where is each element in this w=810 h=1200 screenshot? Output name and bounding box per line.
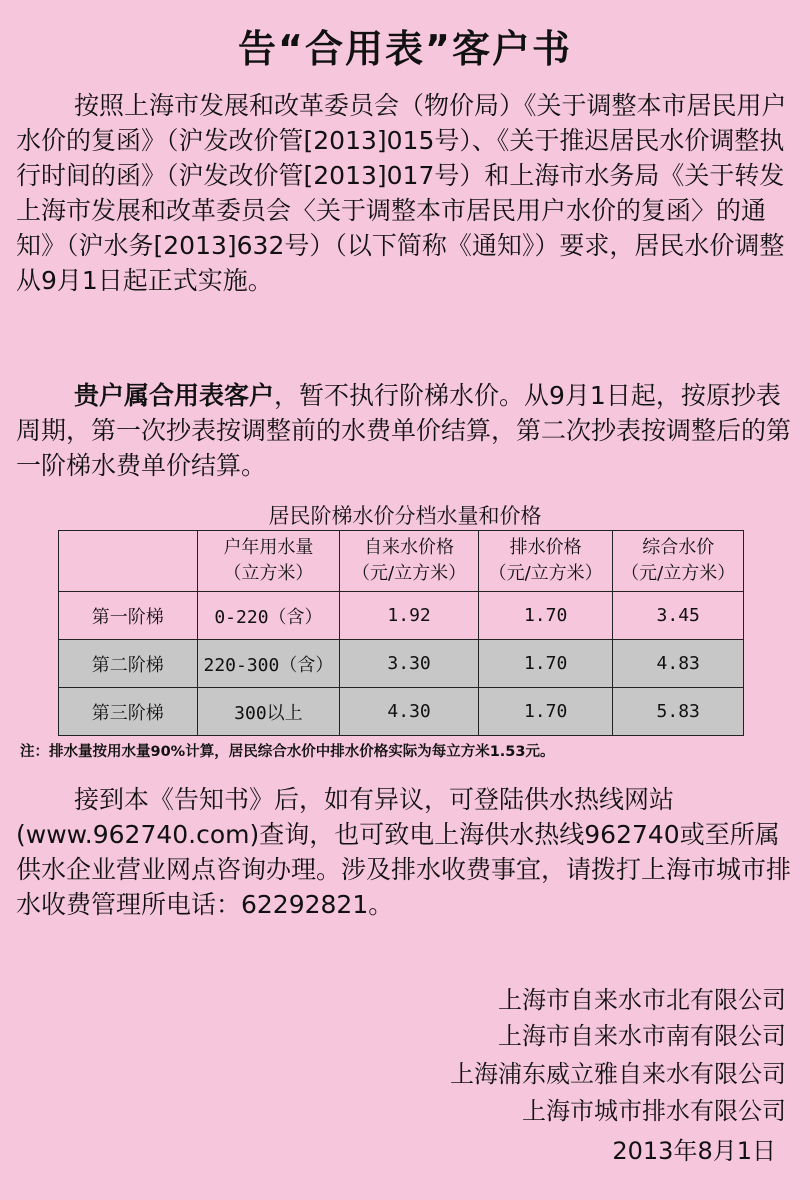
table-row xyxy=(59,688,744,736)
contact-paragraph: 接到本《告知书》后，如有异议，可登陆供水热线网站(www.962740.com)查询，也可致电上海供水热线962740或至所属供水企业营业网点咨询办理。涉及排水收费事宜，请拨打上海市城市排水收费管理所电话：62292821。 xyxy=(16,785,792,919)
signature-company-4: 上海市城市排水有限公司 xyxy=(522,1097,786,1125)
tier-usage: 220-300（含） xyxy=(197,640,340,688)
tier-combined-price: 5.83 xyxy=(613,688,744,736)
tier-usage: 0-220（含） xyxy=(197,592,340,640)
header-combined-price xyxy=(613,531,744,592)
page-title: 告“合用表”客户书 xyxy=(238,27,572,71)
signature-company-3: 上海浦东威立雅自来水有限公司 xyxy=(450,1060,786,1088)
tier-combined-price: 3.45 xyxy=(613,592,744,640)
table-caption: 居民阶梯水价分档水量和价格 xyxy=(268,504,542,528)
table-row xyxy=(59,592,744,640)
price-tier-table xyxy=(58,530,744,736)
notice-paragraph-text: ，暂不执行阶梯水价。从9月1日起，按原抄表周期，第一次抄表按调整前的水费单价结算，第二次抄表按调整后的第一阶梯水费单价结算。 xyxy=(16,381,792,480)
tier-drain-price: 1.70 xyxy=(478,640,613,688)
header-annual-usage xyxy=(197,531,340,592)
tier-tap-price: 1.92 xyxy=(340,592,479,640)
header-tap-water-price xyxy=(340,531,479,592)
intro-paragraph: 按照上海市发展和改革委员会（物价局）《关于调整本市居民用户水价的复函》（沪发改价管[2013]015号）、《关于推迟居民水价调整执行时间的函》（沪发改价管[2013]017号）和上海市水务局《关于转发上海市发展和改革委员会〈关于调整本市居民用户水价的复函〉的通知》（沪水务[2013]632号）（以下简称《通知》）要求，居民水价调整从9月1日起正式实施。 xyxy=(16,91,787,295)
tier-tap-price: 4.30 xyxy=(340,688,479,736)
tier-drain-price: 1.70 xyxy=(478,688,613,736)
table-row xyxy=(59,640,744,688)
header-drainage-price-text: 排水价格 （元/立方米） xyxy=(488,537,603,584)
customer-type-highlight: 贵户属合用表客户 xyxy=(74,381,275,410)
table-footnote: 注：排水量按用水量90%计算，居民综合水价中排水价格实际为每立方米1.53元。 xyxy=(20,744,555,760)
notice-paragraph xyxy=(16,378,794,483)
tier-tap-price: 3.30 xyxy=(340,640,479,688)
signature-company-2: 上海市自来水市南有限公司 xyxy=(498,1022,786,1050)
signature-company-1: 上海市自来水市北有限公司 xyxy=(498,986,786,1014)
header-annual-usage-text: 户年用水量 （立方米） xyxy=(223,537,314,584)
header-drainage-price xyxy=(478,531,613,592)
tier-drain-price: 1.70 xyxy=(478,592,613,640)
tier-name: 第一阶梯 xyxy=(59,592,198,640)
header-cell-empty xyxy=(59,531,198,592)
issue-date: 2013年8月1日 xyxy=(612,1137,776,1165)
tier-combined-price: 4.83 xyxy=(613,640,744,688)
tier-name: 第三阶梯 xyxy=(59,688,198,736)
tier-name: 第二阶梯 xyxy=(59,640,198,688)
header-combined-price-text: 综合水价 （元/立方米） xyxy=(621,537,736,584)
table-header-row xyxy=(59,531,744,592)
header-tap-water-price-text: 自来水价格 （元/立方米） xyxy=(352,537,467,584)
tier-usage: 300以上 xyxy=(197,688,340,736)
